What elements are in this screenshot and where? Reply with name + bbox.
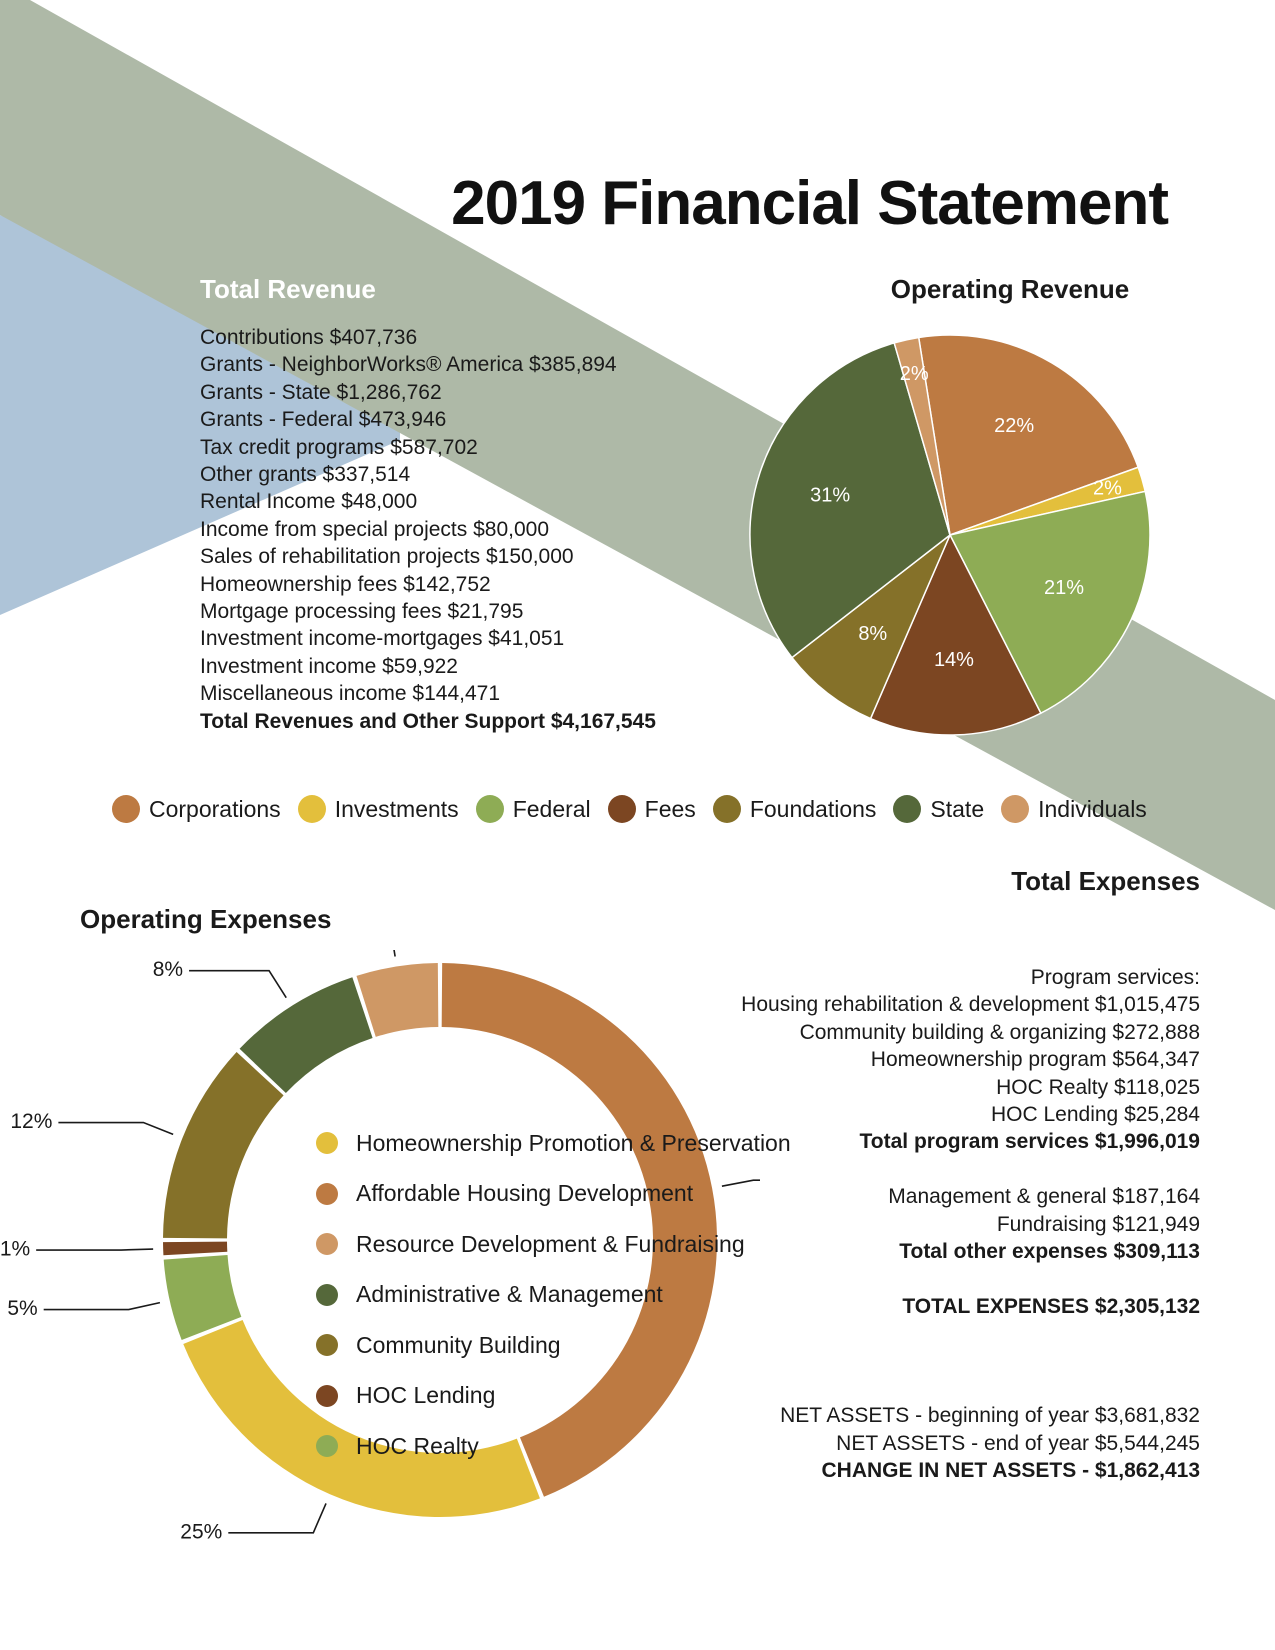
leader-line-administrative-and-management xyxy=(189,971,286,998)
program-services-total: Total program services $1,996,019 xyxy=(859,1130,1200,1154)
revenue-item: Grants - State $1,286,762 xyxy=(200,380,442,404)
revenue-item: Grants - Federal $473,946 xyxy=(200,408,447,432)
revenue-total: Total Revenues and Other Support $4,167,545 xyxy=(200,709,656,733)
revenue-list xyxy=(200,324,656,735)
operating-revenue-heading: Operating Revenue xyxy=(890,274,1130,304)
legend-item-affordable-housing-development xyxy=(316,1169,791,1220)
other-expenses-total: Total other expenses $309,113 xyxy=(899,1240,1200,1264)
revenue-item: Mortgage processing fees $21,795 xyxy=(200,600,524,624)
revenue-item: Income from special projects $80,000 xyxy=(200,517,550,541)
legend-swatch xyxy=(476,795,504,823)
change-in-net-assets: CHANGE IN NET ASSETS - $1,862,413 xyxy=(821,1459,1200,1483)
donut-label-hoc-lending: 1% xyxy=(0,1237,31,1261)
legend-swatch xyxy=(316,1284,338,1306)
leader-line-resource-development-and-fundraising xyxy=(310,950,395,957)
expense-item: Fundraising $121,949 xyxy=(996,1212,1200,1236)
legend-label: Fees xyxy=(644,795,696,822)
donut-label-administrative-and-management: 8% xyxy=(152,958,184,982)
expense-item: Management & general $187,164 xyxy=(888,1185,1200,1209)
donut-label-homeownership-promotion-and-preservation: 25% xyxy=(180,1520,223,1544)
legend-label: Affordable Housing Development xyxy=(356,1180,694,1207)
operating-revenue-legend xyxy=(112,795,1164,823)
legend-item-administrative-and-management xyxy=(316,1270,791,1321)
legend-label: State xyxy=(930,795,985,822)
revenue-item: Miscellaneous income $144,471 xyxy=(200,682,501,706)
donut-slice-community-building xyxy=(163,1052,284,1238)
legend-item-federal xyxy=(476,795,591,823)
legend-item-fees xyxy=(608,795,696,823)
legend-swatch xyxy=(713,795,741,823)
pie-label-fees: 14% xyxy=(933,649,974,672)
legend-label: Individuals xyxy=(1038,795,1147,822)
legend-item-community-building xyxy=(316,1320,791,1371)
net-assets-beginning: NET ASSETS - beginning of year $3,681,832 xyxy=(780,1404,1200,1428)
leader-line-community-building xyxy=(58,1123,173,1135)
legend-label: HOC Realty xyxy=(356,1432,479,1459)
legend-swatch xyxy=(298,795,326,823)
revenue-item: Investment income-mortgages $41,051 xyxy=(200,627,565,651)
pie-label-foundations: 8% xyxy=(858,622,888,645)
revenue-item: Grants - NeighborWorks® America $385,894 xyxy=(200,353,617,377)
legend-item-resource-development-and-fundraising xyxy=(316,1219,791,1270)
donut-slice-resource-development-and-fundraising xyxy=(356,963,438,1037)
expense-item: Community building & organizing $272,888 xyxy=(799,1020,1200,1044)
legend-swatch xyxy=(1001,795,1029,823)
revenue-item: Homeownership fees $142,752 xyxy=(200,572,491,596)
revenue-item: Tax credit programs $587,702 xyxy=(200,435,478,459)
legend-swatch xyxy=(316,1132,338,1154)
legend-swatch xyxy=(316,1183,338,1205)
legend-swatch xyxy=(316,1233,338,1255)
legend-label: Foundations xyxy=(749,795,877,822)
legend-item-hoc-realty xyxy=(316,1421,791,1472)
revenue-item: Other grants $337,514 xyxy=(200,463,411,487)
revenue-item: Investment income $59,922 xyxy=(200,654,458,678)
revenue-item: Contributions $407,736 xyxy=(200,326,418,349)
leader-line-homeownership-promotion-and-preservation xyxy=(228,1503,326,1532)
legend-swatch xyxy=(893,795,921,823)
legend-label: Federal xyxy=(512,795,591,822)
legend-label: Homeownership Promotion & Preservation xyxy=(356,1129,791,1156)
donut-label-hoc-realty: 5% xyxy=(7,1297,38,1321)
total-expenses-line: TOTAL EXPENSES $2,305,132 xyxy=(902,1294,1200,1318)
donut-label-community-building: 12% xyxy=(10,1110,53,1134)
legend-item-corporations xyxy=(112,795,281,823)
pie-label-corporations: 22% xyxy=(994,414,1035,437)
pie-label-investments: 2% xyxy=(1093,477,1122,500)
legend-swatch xyxy=(608,795,636,823)
legend-swatch xyxy=(112,795,140,823)
legend-swatch xyxy=(316,1435,338,1457)
expense-item: HOC Realty $118,025 xyxy=(996,1075,1200,1099)
operating-expenses-legend xyxy=(316,1118,791,1472)
donut-slice-hoc-lending xyxy=(163,1242,227,1256)
leader-line-hoc-lending xyxy=(36,1249,153,1250)
revenue-item: Rental Income $48,000 xyxy=(200,490,418,514)
legend-item-homeownership-promotion-and-preservation xyxy=(316,1118,791,1169)
legend-label: Community Building xyxy=(356,1331,561,1358)
revenue-item: Sales of rehabilitation projects $150,000 xyxy=(200,545,574,569)
pie-label-individuals: 2% xyxy=(899,363,929,386)
pie-label-federal: 21% xyxy=(1043,576,1085,599)
expense-item: Homeownership program $564,347 xyxy=(870,1048,1200,1072)
legend-label: Investments xyxy=(334,795,459,822)
net-assets-end: NET ASSETS - end of year $5,544,245 xyxy=(836,1431,1200,1455)
legend-item-individuals xyxy=(1001,795,1147,823)
legend-swatch xyxy=(316,1385,338,1407)
legend-item-state xyxy=(893,795,984,823)
program-services-heading: Program services: xyxy=(1030,966,1200,989)
leader-line-hoc-realty xyxy=(44,1303,160,1310)
page-title: 2019 Financial Statement xyxy=(451,169,1168,238)
expense-item: HOC Lending $25,284 xyxy=(991,1103,1200,1127)
total-expenses-heading: Total Expenses xyxy=(1011,866,1200,896)
legend-label: Corporations xyxy=(149,795,281,822)
operating-revenue-pie-chart xyxy=(740,325,1160,745)
legend-label: Administrative & Management xyxy=(356,1281,663,1308)
legend-item-investments xyxy=(298,795,459,823)
total-revenue-heading: Total Revenue xyxy=(200,274,376,304)
pie-label-state: 31% xyxy=(810,484,851,507)
legend-item-foundations xyxy=(713,795,877,823)
operating-expenses-heading: Operating Expenses xyxy=(80,904,332,934)
legend-item-hoc-lending xyxy=(316,1371,791,1422)
legend-label: Resource Development & Fundraising xyxy=(356,1230,745,1257)
expense-item: Housing rehabilitation & development $1,015,475 xyxy=(741,993,1200,1017)
legend-swatch xyxy=(316,1334,338,1356)
legend-label: HOC Lending xyxy=(356,1382,496,1409)
